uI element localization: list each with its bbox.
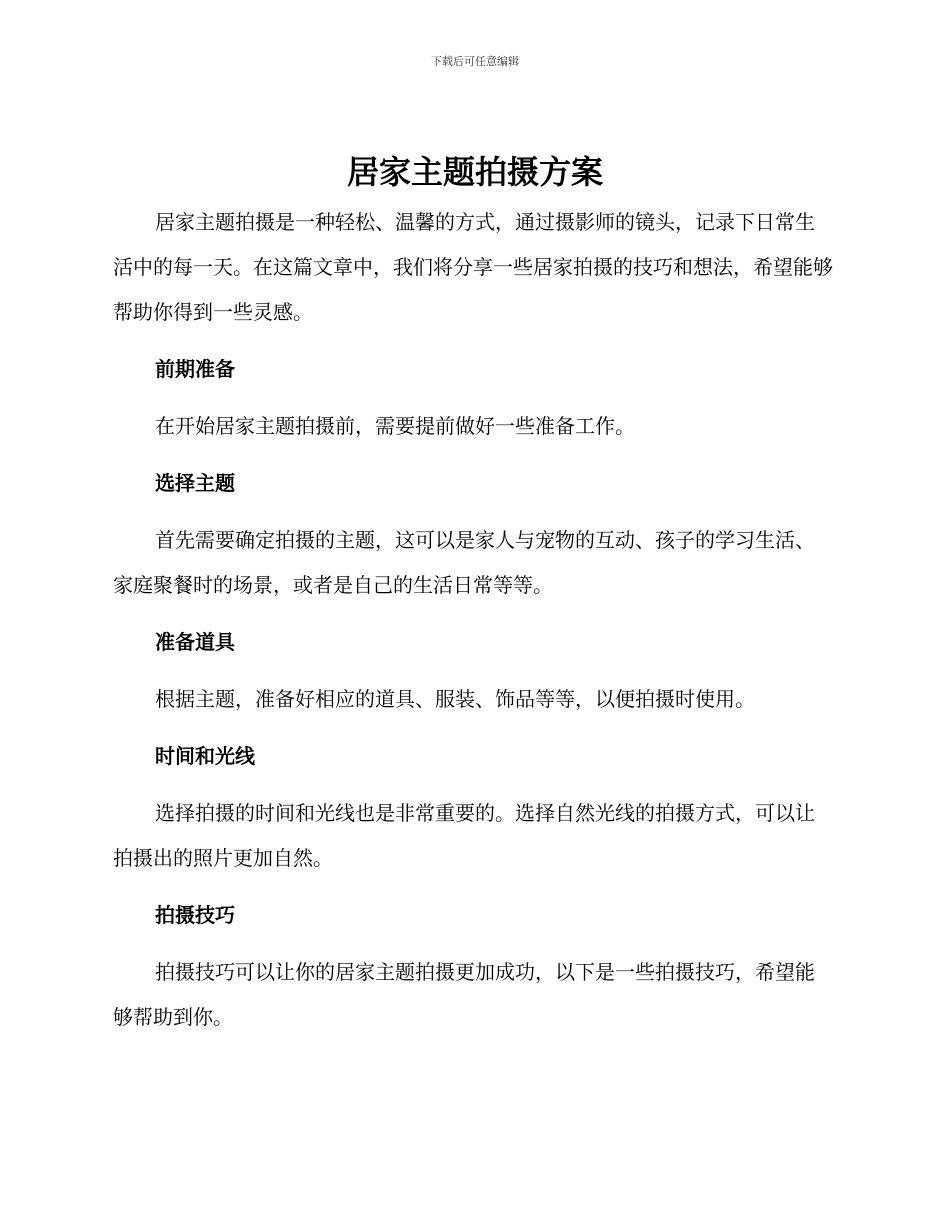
section-heading-prep: 前期准备 bbox=[155, 357, 235, 381]
tips-paragraph: 拍摄技巧可以让你的居家主题拍摄更加成功，以下是一些拍摄技巧，希望能够帮助到你。 bbox=[113, 960, 815, 1029]
intro-paragraph: 居家主题拍摄是一种轻松、温馨的方式，通过摄影师的镜头，记录下日常生活中的每一天。在这篇文章中，我们将分享一些居家拍摄的技巧和想法，希望能够帮助你得到一些灵感。 bbox=[113, 210, 833, 324]
section-heading-props: 准备道具 bbox=[155, 630, 235, 654]
prep-paragraph: 在开始居家主题拍摄前，需要提前做好一些准备工作。 bbox=[155, 414, 635, 438]
section-heading-tips: 拍摄技巧 bbox=[155, 903, 235, 927]
section-heading-light: 时间和光线 bbox=[155, 744, 255, 768]
header-note: 下载后可任意编辑 bbox=[431, 55, 519, 68]
theme-paragraph: 首先需要确定拍摄的主题，这可以是家人与宠物的互动、孩子的学习生活、家庭聚餐时的场景，或者是自己的生活日常等等。 bbox=[113, 528, 815, 597]
document-body bbox=[113, 200, 833, 1040]
document-title: 居家主题拍摄方案 bbox=[346, 153, 603, 191]
light-paragraph: 选择拍摄的时间和光线也是非常重要的。选择自然光线的拍摄方式，可以让拍摄出的照片更加自然。 bbox=[113, 801, 815, 870]
section-heading-theme: 选择主题 bbox=[155, 471, 235, 495]
props-paragraph: 根据主题，准备好相应的道具、服装、饰品等等，以便拍摄时使用。 bbox=[155, 687, 755, 711]
